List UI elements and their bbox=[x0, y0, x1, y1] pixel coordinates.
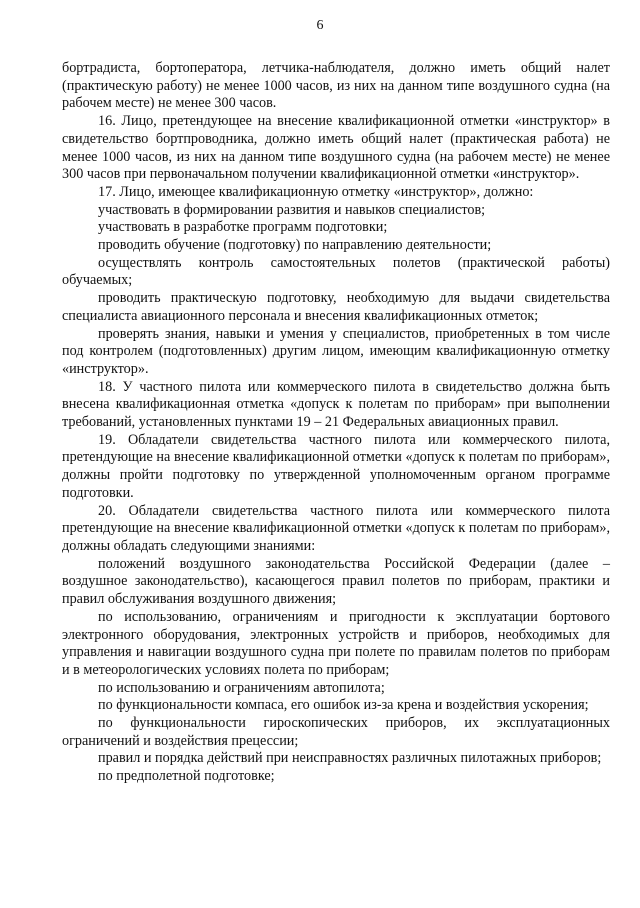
paragraph: правил и порядка действий при неисправностях различных пилотажных приборов; bbox=[98, 750, 602, 767]
paragraph: 17. Лицо, имеющее квалификационную отметку «инструктор», должно: bbox=[98, 183, 534, 200]
paragraph: по функциональности компаса, его ошибок из-за крена и воздействия ускорения; bbox=[98, 697, 589, 714]
paragraph: 20. Обладатели свидетельства частного пилота или коммерческого пилота претендующие на внесение квалификационной отметки «допуск к полетам по приборам», должны обладать следующими знаниями: bbox=[62, 502, 610, 554]
paragraph: 19. Обладатели свидетельства частного пилота или коммерческого пилота, претендующие на внесение квалификационной отметки «допуск к полетам по приборам», должны пройти подготовку по утвержденной уполномоченным органом программе подготовки. bbox=[62, 431, 610, 501]
paragraph: по функциональности гироскопических приборов, их эксплуатационных ограничений и воздействия прецессии; bbox=[62, 715, 610, 749]
page-number: 6 bbox=[316, 18, 324, 33]
paragraph: проводить обучение (подготовку) по направлению деятельности; bbox=[98, 237, 492, 254]
paragraph: 16. Лицо, претендующее на внесение квалификационной отметки «инструктор» в свидетельство бортпроводника, должно иметь общий налет (практическая работа) не менее 1000 часов, из них на данном типе воздушного судна (на рабочем месте) не менее 300 часов при первоначальном получении квалификационной отметки «инструктор». bbox=[62, 113, 610, 183]
paragraph: по предполетной подготовке; bbox=[98, 768, 275, 785]
paragraph: участвовать в разработке программ подготовки; bbox=[98, 219, 388, 236]
paragraph: 18. У частного пилота или коммерческого пилота в свидетельство должна быть внесена квалификационная отметка «допуск к полетам по приборам» при выполнении требований, установленных пунктами 19 – 21 Федеральных авиационных правил. bbox=[62, 378, 610, 431]
paragraph: участвовать в формировании развития и навыков специалистов; bbox=[98, 201, 486, 218]
paragraph: осуществлять контроль самостоятельных полетов (практической работы) обучаемых; bbox=[62, 254, 610, 289]
paragraph: бортрадиста, бортоператора, летчика-наблюдателя, должно иметь общий налет (практическую работу) не менее 1000 часов, из них на данном типе воздушного судна (на рабочем месте) не менее 300 часов. bbox=[62, 60, 610, 112]
paragraph: по использованию и ограничениям автопилота; bbox=[98, 679, 385, 696]
document-body bbox=[62, 60, 610, 786]
paragraph: проводить практическую подготовку, необходимую для выдачи свидетельства специалиста авиационного персонала и внесения квалификационных отметок; bbox=[62, 290, 610, 324]
paragraph: по использованию, ограничениям и пригодности к эксплуатации бортового электронного оборудования, электронных устройств и приборов, необходимых для управления и навигации воздушного судна при полете по правилам полетов по приборам и в метеорологических условиях полета по приборам; bbox=[62, 608, 610, 678]
paragraph: положений воздушного законодательства Российской Федерации (далее – воздушное законодательство), касающегося правил полетов по приборам, практики и правил обслуживания воздушного движения; bbox=[62, 555, 610, 608]
paragraph: проверять знания, навыки и умения у специалистов, приобретенных в том числе под контролем (подготовленных) другим лицом, имеющим квалификационную отметку «инструктор». bbox=[62, 325, 610, 377]
